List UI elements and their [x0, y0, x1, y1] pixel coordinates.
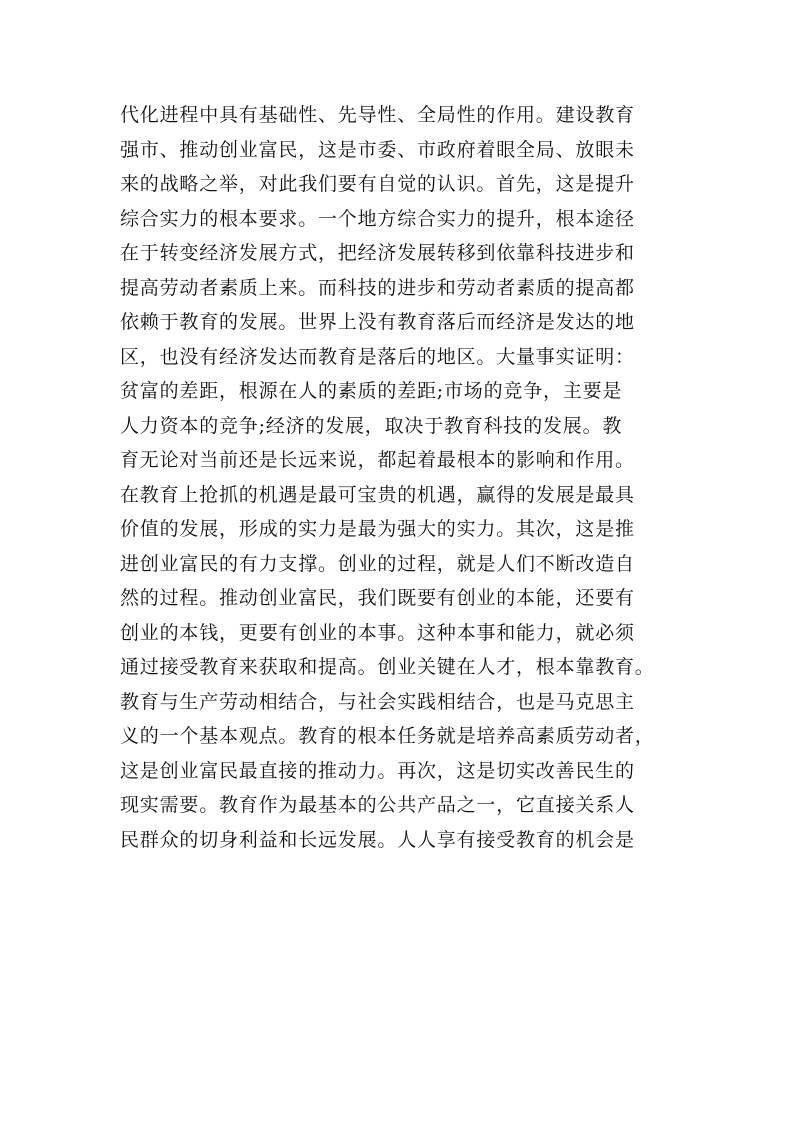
text-line: 民群众的切身利益和长远发展。人人享有接受教育的机会是: [120, 828, 635, 851]
text-line: 强市、推动创业富民，这是市委、市政府着眼全局、放眼未: [120, 138, 635, 161]
text-line: 价值的发展，形成的实力是最为强大的实力。其次，这是推: [120, 518, 635, 540]
body-text: [120, 98, 690, 857]
text-line: 代化进程中具有基础性、先导性、全局性的作用。建设教育: [120, 104, 635, 126]
text-line: 义的一个基本观点。教育的根本任务就是培养高素质劳动者，: [120, 725, 655, 747]
text-line: 通过接受教育来获取和提高。创业关键在人才，根本靠教育。: [120, 656, 655, 678]
text-line: 在教育上抢抓的机遇是最可宝贵的机遇，赢得的发展是最具: [120, 483, 635, 506]
text-line: 依赖于教育的发展。世界上没有教育落后而经济是发达的地: [120, 311, 635, 333]
text-line: 育无论对当前还是长远来说，都起着最根本的影响和作用。: [120, 449, 635, 471]
text-line: 在于转变经济发展方式，把经济发展转移到依靠科技进步和: [120, 242, 635, 264]
text-line: 提高劳动者素质上来。而科技的进步和劳动者素质的提高都: [120, 276, 635, 299]
text-line: 创业的本钱，更要有创业的本事。这种本事和能力，就必须: [120, 621, 635, 644]
text-line: 区，也没有经济发达而教育是落后的地区。大量事实证明：: [120, 345, 635, 368]
text-line: 然的过程。推动创业富民，我们既要有创业的本能，还要有: [120, 587, 635, 609]
text-line: 来的战略之举，对此我们要有自觉的认识。首先，这是提升: [120, 173, 635, 195]
text-line: 教育与生产劳动相结合，与社会实践相结合，也是马克思主: [120, 690, 635, 713]
text-line: 进创业富民的有力支撑。创业的过程，就是人们不断改造自: [120, 552, 635, 575]
text-line: 综合实力的根本要求。一个地方综合实力的提升，根本途径: [120, 207, 635, 230]
text-line: 现实需要。教育作为最基本的公共产品之一，它直接关系人: [120, 794, 635, 816]
text-line: 贫富的差距，根源在人的素质的差距;市场的竞争，主要是: [120, 380, 623, 402]
text-line: 这是创业富民最直接的推动力。再次，这是切实改善民生的: [120, 759, 635, 782]
text-line: 人力资本的竞争;经济的发展，取决于教育科技的发展。教: [120, 414, 623, 437]
